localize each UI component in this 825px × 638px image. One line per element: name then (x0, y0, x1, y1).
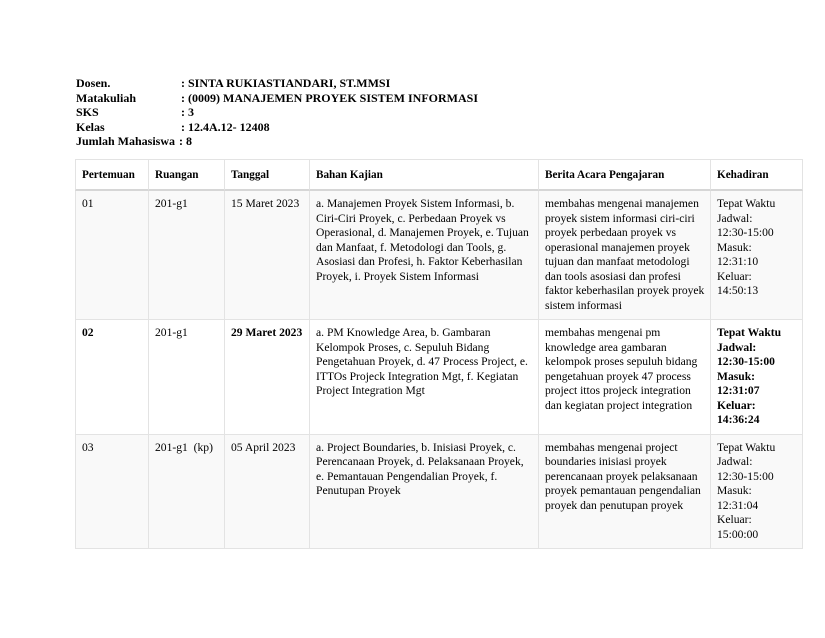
sks-row (76, 105, 478, 120)
jumlah-label: Jumlah Mahasiswa (76, 134, 176, 148)
table-row (75, 435, 803, 550)
jadwal-label: Jadwal: (717, 211, 753, 225)
cell-ruangan: 201-g1 (149, 191, 225, 320)
jumlah-value: : 8 (179, 134, 193, 148)
cell-ruangan: 201-g1 (149, 320, 225, 435)
keluar-label: Keluar: (717, 398, 756, 412)
table-header-row (75, 159, 803, 191)
col-tanggal: Tanggal (225, 159, 310, 191)
cell-bahan-kajian: a. Manajemen Proyek Sistem Informasi, b. Ciri-Ciri Proyek, c. Perbedaan Proyek vs Operasional, d. Manajemen Proyek, e. Tujuan dan Manfaat, f. Metodologi dan Tools, g. Asosiasi dan Profesi, h. Faktor Keberhasilan Proyek, i. Proyek Sistem Informasi (310, 191, 539, 320)
jumlah-row (76, 134, 478, 149)
table-row (75, 320, 803, 435)
jadwal-label: Jadwal: (717, 340, 757, 354)
keluar-value: 14:36:24 (717, 413, 760, 426)
masuk-label: Masuk: (717, 369, 756, 383)
cell-kehadiran (711, 435, 803, 550)
cell-bahan-kajian: a. Project Boundaries, b. Inisiasi Proyek, c. Perencanaan Proyek, d. Pelaksanaan Proyek, e. Pemantauan Pengendalian Proyek, f. Penutupan Proyek (310, 435, 539, 550)
cell-pertemuan: 01 (75, 191, 149, 320)
col-berita-acara: Berita Acara Pengajaran (539, 159, 711, 191)
jadwal-value: 12:30-15:00 (717, 355, 775, 368)
cell-tanggal: 15 Maret 2023 (225, 191, 310, 320)
table-row (75, 191, 803, 320)
status-text: Tepat Waktu (717, 197, 776, 210)
matakuliah-label: Matakuliah (76, 90, 137, 105)
cell-pertemuan: 02 (75, 320, 149, 435)
keluar-value: 14:50:13 (717, 284, 759, 297)
jadwal-label: Jadwal: (717, 455, 753, 468)
dosen-value: : SINTA RUKIASTIANDARI, ST.MMSI (181, 76, 391, 90)
masuk-label: Masuk: (717, 484, 752, 497)
col-kehadiran: Kehadiran (711, 159, 803, 191)
cell-tanggal: 05 April 2023 (225, 435, 310, 550)
sks-label: SKS (76, 105, 99, 119)
masuk-value: 12:31:04 (717, 498, 759, 512)
kelas-row (76, 120, 478, 135)
cell-pertemuan: 03 (75, 435, 149, 550)
keluar-value: 15:00:00 (717, 527, 759, 541)
sks-value: : 3 (181, 105, 194, 119)
masuk-value: 12:31:10 (717, 255, 759, 268)
kelas-label: Kelas (76, 119, 105, 134)
keluar-label: Keluar: (717, 269, 752, 283)
cell-berita-acara: membahas mengenai manajemen proyek sistem informasi ciri-ciri proyek perbedaan proyek vs operasional manajemen proyek tujuan dan manfaat metodologi dan tools asosiasi dan profesi faktor keberhasilan proyek proyek sistem informasi (539, 191, 711, 320)
cell-tanggal: 29 Maret 2023 (225, 320, 310, 435)
jadwal-value: 12:30-15:00 (717, 469, 774, 483)
cell-berita-acara: membahas mengenai project boundaries inisiasi proyek perencanaan proyek pelaksanaan proyek pemantauan pengendalian proyek dan penutupan proyek (539, 435, 711, 550)
matakuliah-value: : (0009) MANAJEMEN PROYEK SISTEM INFORMASI (181, 90, 478, 105)
kelas-value: : 12.4A.12- 12408 (181, 119, 270, 134)
col-bahan-kajian: Bahan Kajian (310, 159, 539, 191)
dosen-row (76, 76, 478, 91)
cell-bahan-kajian: a. PM Knowledge Area, b. Gambaran Kelompok Proses, c. Sepuluh Bidang Pengetahuan Proyek, d. 47 Process Project, e. ITTOs Projeck Integration Mgt, f. Kegiatan Project Integration Mgt (310, 320, 539, 435)
dosen-label: Dosen. (76, 76, 111, 90)
masuk-label: Masuk: (717, 240, 752, 254)
matakuliah-row (76, 91, 478, 106)
status-text: Tepat Waktu (717, 326, 782, 339)
jadwal-value: 12:30-15:00 (717, 226, 774, 239)
course-info (76, 76, 478, 149)
col-pertemuan: Pertemuan (75, 159, 149, 191)
attendance-table (75, 159, 803, 549)
status-text: Tepat Waktu (717, 440, 776, 454)
col-ruangan: Ruangan (149, 159, 225, 191)
masuk-value: 12:31:07 (717, 384, 760, 397)
keluar-label: Keluar: (717, 513, 752, 526)
cell-ruangan: 201-g1 (kp) (149, 435, 225, 550)
cell-kehadiran (711, 320, 803, 435)
cell-kehadiran (711, 191, 803, 320)
cell-berita-acara: membahas mengenai pm knowledge area gambaran kelompok proses sepuluh bidang pengetahuan proyek 47 process project ittos projeck integration dan kegiatan project integration (539, 320, 711, 435)
